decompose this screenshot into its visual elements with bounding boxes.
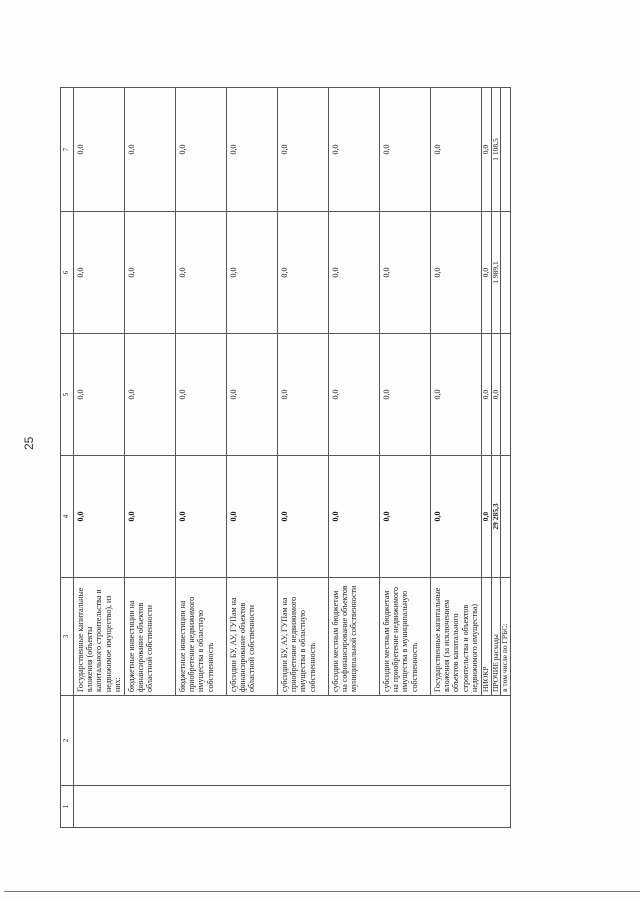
value-col-6: 0,0 bbox=[227, 212, 278, 334]
row-label: Государственные капитальные вложения (объекты капитального строительства и недвижимое имущество), из них: bbox=[74, 578, 125, 696]
column-number-5: 5 bbox=[61, 334, 74, 456]
value-col-5: 0,0 bbox=[482, 334, 492, 456]
value-col-4: 0,0 bbox=[431, 456, 482, 578]
value-col-5: 0,0 bbox=[227, 334, 278, 456]
value-col-4: 0,0 bbox=[329, 456, 380, 578]
row-label: бюджетные инвестиции на финансирование объектов областной собственности bbox=[125, 578, 176, 696]
value-col-5: 0,0 bbox=[380, 334, 431, 456]
value-col-7: 0,0 bbox=[278, 88, 329, 212]
value-col-7: 0,0 bbox=[176, 88, 227, 212]
row-label: НИОКР bbox=[482, 578, 492, 696]
row-label: Государственные капитальные вложения (за исключением объектов капитального строительства и объектов недвижимого имущества) bbox=[431, 578, 482, 696]
value-col-4: 29 285,3 bbox=[491, 456, 501, 578]
value-col-7: 0,0 bbox=[227, 88, 278, 212]
value-col-7: 0,0 bbox=[125, 88, 176, 212]
column-number-row bbox=[61, 88, 74, 828]
table-row bbox=[74, 88, 125, 828]
value-col-6: 1 989,1 bbox=[491, 212, 501, 334]
value-col-4: 0,0 bbox=[380, 456, 431, 578]
value-col-6: 0,0 bbox=[329, 212, 380, 334]
value-col-5 bbox=[501, 334, 511, 456]
value-col-6: 0,0 bbox=[74, 212, 125, 334]
value-col-5: 0,0 bbox=[491, 334, 501, 456]
value-col-6: 0,0 bbox=[278, 212, 329, 334]
value-col-6 bbox=[501, 212, 511, 334]
row-label: бюджетные инвестиции на приобретение недвижимого имущества в областную собственность bbox=[176, 578, 227, 696]
value-col-4: 0,0 bbox=[278, 456, 329, 578]
value-col-6: 0,0 bbox=[176, 212, 227, 334]
row-label: субсидии местным бюджетам на приобретение недвижимого имущества в муниципальную собственность bbox=[380, 578, 431, 696]
value-col-7: 0,0 bbox=[431, 88, 482, 212]
value-col-7: 0,0 bbox=[380, 88, 431, 212]
column-number-2: 2 bbox=[61, 696, 74, 786]
row-label: субсидии БУ, АУ, ГУПам на финансирование объектов областной собственности bbox=[227, 578, 278, 696]
value-col-7: 1 108,5 bbox=[491, 88, 501, 212]
value-col-7: 0,0 bbox=[482, 88, 492, 212]
value-col-4: 0,0 bbox=[227, 456, 278, 578]
column-number-1: 1 bbox=[61, 786, 74, 828]
value-col-6: 0,0 bbox=[380, 212, 431, 334]
value-col-7: 0,0 bbox=[329, 88, 380, 212]
row-label: субсидии местным бюджетам на софинансирование объектов муниципальной собственности bbox=[329, 578, 380, 696]
value-col-4: 0,0 bbox=[482, 456, 492, 578]
value-col-6: 0,0 bbox=[125, 212, 176, 334]
value-col-5: 0,0 bbox=[125, 334, 176, 456]
value-col-5: 0,0 bbox=[74, 334, 125, 456]
column-number-7: 7 bbox=[61, 88, 74, 212]
value-col-6: 0,0 bbox=[482, 212, 492, 334]
merged-col-2 bbox=[74, 696, 511, 786]
merged-col-1 bbox=[74, 786, 511, 828]
column-number-4: 4 bbox=[61, 456, 74, 578]
value-col-4: 0,0 bbox=[74, 456, 125, 578]
value-col-4 bbox=[501, 456, 511, 578]
value-col-6: 0,0 bbox=[431, 212, 482, 334]
row-label: ПРОЧИЕ расходы bbox=[491, 578, 501, 696]
value-col-7 bbox=[501, 88, 511, 212]
page-number: 25 bbox=[22, 436, 36, 450]
column-number-3: 3 bbox=[61, 578, 74, 696]
value-col-7: 0,0 bbox=[74, 88, 125, 212]
page-edge-line bbox=[4, 891, 640, 892]
value-col-5: 0,0 bbox=[278, 334, 329, 456]
report-table bbox=[60, 87, 511, 828]
column-number-6: 6 bbox=[61, 212, 74, 334]
value-col-5: 0,0 bbox=[176, 334, 227, 456]
value-col-4: 0,0 bbox=[125, 456, 176, 578]
value-col-5: 0,0 bbox=[431, 334, 482, 456]
value-col-5: 0,0 bbox=[329, 334, 380, 456]
value-col-4: 0,0 bbox=[176, 456, 227, 578]
row-label: субсидии БУ, АУ, ГУПам на приобретение недвижимого имущества в областную собственность bbox=[278, 578, 329, 696]
rotated-table-wrapper bbox=[60, 88, 590, 828]
row-label: в том числе по ГРБС: bbox=[501, 578, 511, 696]
